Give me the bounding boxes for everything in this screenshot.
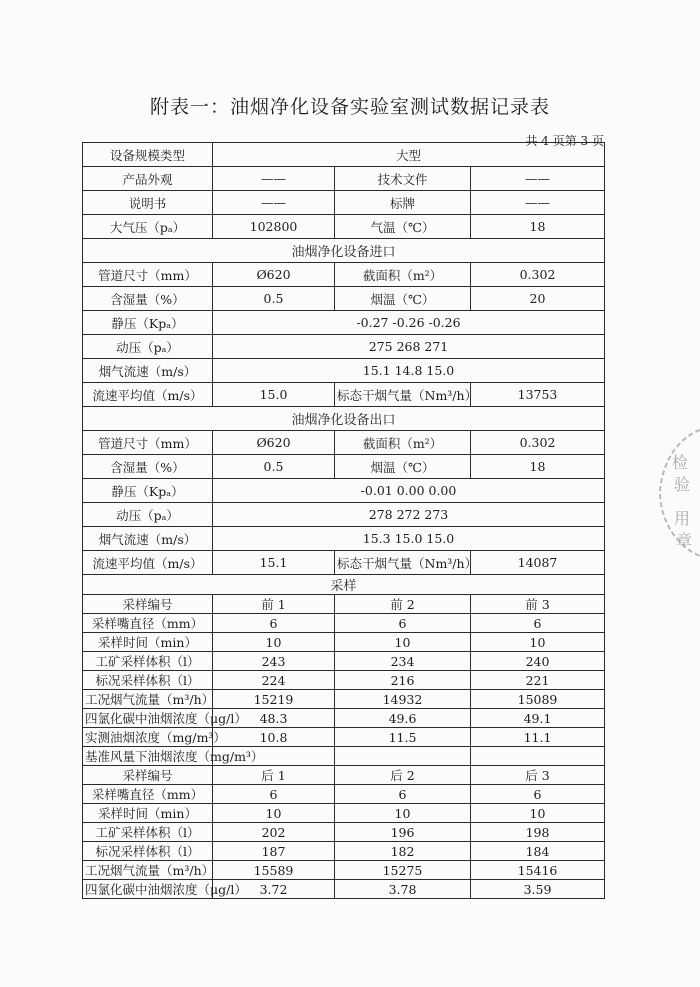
cell-value: 3.78 [335,880,471,899]
cell-label: 烟气流速（m/s） [83,359,213,383]
column-header-sample: 后 2 [335,766,471,785]
svg-text:检: 检 [672,453,689,472]
cell-value: 240 [471,652,605,671]
cell-value: 278 272 273 [213,503,605,527]
cell-value: —— [213,191,335,215]
cell-label: 基准风量下油烟浓度（mg/m³） [83,747,213,766]
table-row [83,551,605,575]
cell-label: 烟气流速（m/s） [83,527,213,551]
cell-label: 大气压（pₐ） [83,215,213,239]
table-header-row [83,766,605,785]
cell-label: 采样时间（min） [83,804,213,823]
table-row [83,709,605,728]
cell-label: 工矿采样体积（l） [83,652,213,671]
cell-value [335,747,471,766]
table-row [83,633,605,652]
section-header-inlet: 油烟净化设备进口 [83,239,605,263]
cell-value: 6 [471,785,605,804]
section-header-outlet: 油烟净化设备出口 [83,407,605,431]
cell-value: 15416 [471,861,605,880]
cell-value: 49.1 [471,709,605,728]
table-row [83,804,605,823]
cell-value: 0.5 [213,287,335,311]
table-row [83,479,605,503]
cell-value: —— [213,167,335,191]
official-stamp [650,428,700,558]
table-row [83,527,605,551]
document-title: 附表一：油烟净化设备实验室测试数据记录表 [149,96,550,118]
cell-label: 四氯化碳中油烟浓度（μg/l） [83,880,213,899]
table-row [83,823,605,842]
table-row [83,287,605,311]
cell-value: Ø620 [213,263,335,287]
cell-label: 标牌 [335,191,471,215]
cell-value: -0.27 -0.26 -0.26 [213,311,605,335]
cell-value: 15089 [471,690,605,709]
cell-label: 动压（pₐ） [83,335,213,359]
table-header-row [83,595,605,614]
table-row [83,861,605,880]
cell-value: 6 [471,614,605,633]
cell-label: 含湿量（%） [83,287,213,311]
table-row [83,239,605,263]
cell-label: 管道尺寸（mm） [83,431,213,455]
cell-value: 0.302 [471,263,605,287]
cell-value: 0.302 [471,431,605,455]
cell-value: 11.5 [335,728,471,747]
cell-label: 截面积（m²） [335,263,471,287]
cell-label: 流速平均值（m/s） [83,383,213,407]
cell-label: 采样嘴直径（mm） [83,614,213,633]
cell-value: 大型 [213,143,605,167]
cell-value: 15219 [213,690,335,709]
cell-label: 工况烟气流量（m³/h） [83,690,213,709]
column-header-sample: 前 3 [471,595,605,614]
table-row [83,215,605,239]
svg-text:用: 用 [674,509,691,528]
cell-value: 10 [213,633,335,652]
cell-value: 243 [213,652,335,671]
test-record-table [82,142,605,899]
table-row [83,842,605,861]
cell-value: 10 [335,804,471,823]
table-row [83,728,605,747]
cell-value: 0.5 [213,455,335,479]
svg-text:章: 章 [676,531,693,550]
cell-value: 102800 [213,215,335,239]
cell-value: 187 [213,842,335,861]
cell-value [471,747,605,766]
table-row [83,383,605,407]
cell-value: 14087 [471,551,605,575]
table-row [83,671,605,690]
cell-label: 气温（℃） [335,215,471,239]
cell-value: 15275 [335,861,471,880]
column-header-label: 采样编号 [83,595,213,614]
cell-value: 198 [471,823,605,842]
cell-value: —— [471,191,605,215]
cell-value: 10 [213,804,335,823]
table-row [83,359,605,383]
cell-value: 49.6 [335,709,471,728]
cell-label: 四氯化碳中油烟浓度（μg/l） [83,709,213,728]
cell-value: 3.59 [471,880,605,899]
table-row [83,191,605,215]
cell-value: 18 [471,455,605,479]
column-header-sample: 前 1 [213,595,335,614]
cell-value: 6 [213,614,335,633]
table-row [83,263,605,287]
front-sampling-group [83,595,605,766]
cell-label: 实测油烟浓度（mg/m³） [83,728,213,747]
cell-value: 15.0 [213,383,335,407]
cell-value: 6 [213,785,335,804]
cell-value: 48.3 [213,709,335,728]
cell-value: 14932 [335,690,471,709]
cell-value: Ø620 [213,431,335,455]
cell-label: 静压（Kpₐ） [83,311,213,335]
cell-value: 15.1 [213,551,335,575]
cell-value: 275 268 271 [213,335,605,359]
table-row [83,614,605,633]
cell-value: 224 [213,671,335,690]
cell-label: 工矿采样体积（l） [83,823,213,842]
table-row [83,503,605,527]
cell-label: 采样时间（min） [83,633,213,652]
cell-label: 标态干烟气量（Nm³/h） [335,383,471,407]
cell-label: 工况烟气流量（m³/h） [83,861,213,880]
cell-label: 标况采样体积（l） [83,842,213,861]
svg-text:验: 验 [674,475,691,494]
table-row [83,311,605,335]
cell-label: 说明书 [83,191,213,215]
cell-label: 产品外观 [83,167,213,191]
table-row [83,880,605,899]
cell-value: 10 [335,633,471,652]
page-number: 共 4 页第 3 页 [525,134,604,148]
cell-value: 15.3 15.0 15.0 [213,527,605,551]
table-row [83,575,605,595]
cell-value: 15589 [213,861,335,880]
table-row [83,335,605,359]
cell-value: 10 [471,804,605,823]
cell-label: 含湿量（%） [83,455,213,479]
cell-label: 截面积（m²） [335,431,471,455]
column-header-label: 采样编号 [83,766,213,785]
cell-label: 动压（pₐ） [83,503,213,527]
cell-value: —— [471,167,605,191]
cell-value: 11.1 [471,728,605,747]
cell-value: 3.72 [213,880,335,899]
table-row [83,143,605,167]
cell-value: 6 [335,785,471,804]
table-row [83,431,605,455]
cell-value: 13753 [471,383,605,407]
cell-value: 10.8 [213,728,335,747]
cell-value: 196 [335,823,471,842]
back-sampling-group [83,766,605,899]
cell-label: 标态干烟气量（Nm³/h） [335,551,471,575]
table-row [83,652,605,671]
cell-label: 烟温（℃） [335,287,471,311]
cell-label: 采样嘴直径（mm） [83,785,213,804]
table-row [83,690,605,709]
cell-value: 216 [335,671,471,690]
cell-value: 18 [471,215,605,239]
cell-value: 221 [471,671,605,690]
column-header-sample: 后 3 [471,766,605,785]
section-header-sampling: 采样 [83,575,605,595]
cell-value: 184 [471,842,605,861]
cell-label: 标况采样体积（l） [83,671,213,690]
cell-value: 234 [335,652,471,671]
cell-value: 15.1 14.8 15.0 [213,359,605,383]
table-row [83,747,605,766]
cell-label: 管道尺寸（mm） [83,263,213,287]
cell-label: 静压（Kpₐ） [83,479,213,503]
cell-label: 技术文件 [335,167,471,191]
cell-label: 设备规模类型 [83,143,213,167]
table-row [83,167,605,191]
cell-label: 流速平均值（m/s） [83,551,213,575]
cell-value: 202 [213,823,335,842]
column-header-sample: 后 1 [213,766,335,785]
table-row [83,785,605,804]
cell-label: 烟温（℃） [335,455,471,479]
cell-value: 20 [471,287,605,311]
column-header-sample: 前 2 [335,595,471,614]
table-row [83,407,605,431]
cell-value: 6 [335,614,471,633]
cell-value: 182 [335,842,471,861]
table-row [83,455,605,479]
cell-value: 10 [471,633,605,652]
cell-value: -0.01 0.00 0.00 [213,479,605,503]
